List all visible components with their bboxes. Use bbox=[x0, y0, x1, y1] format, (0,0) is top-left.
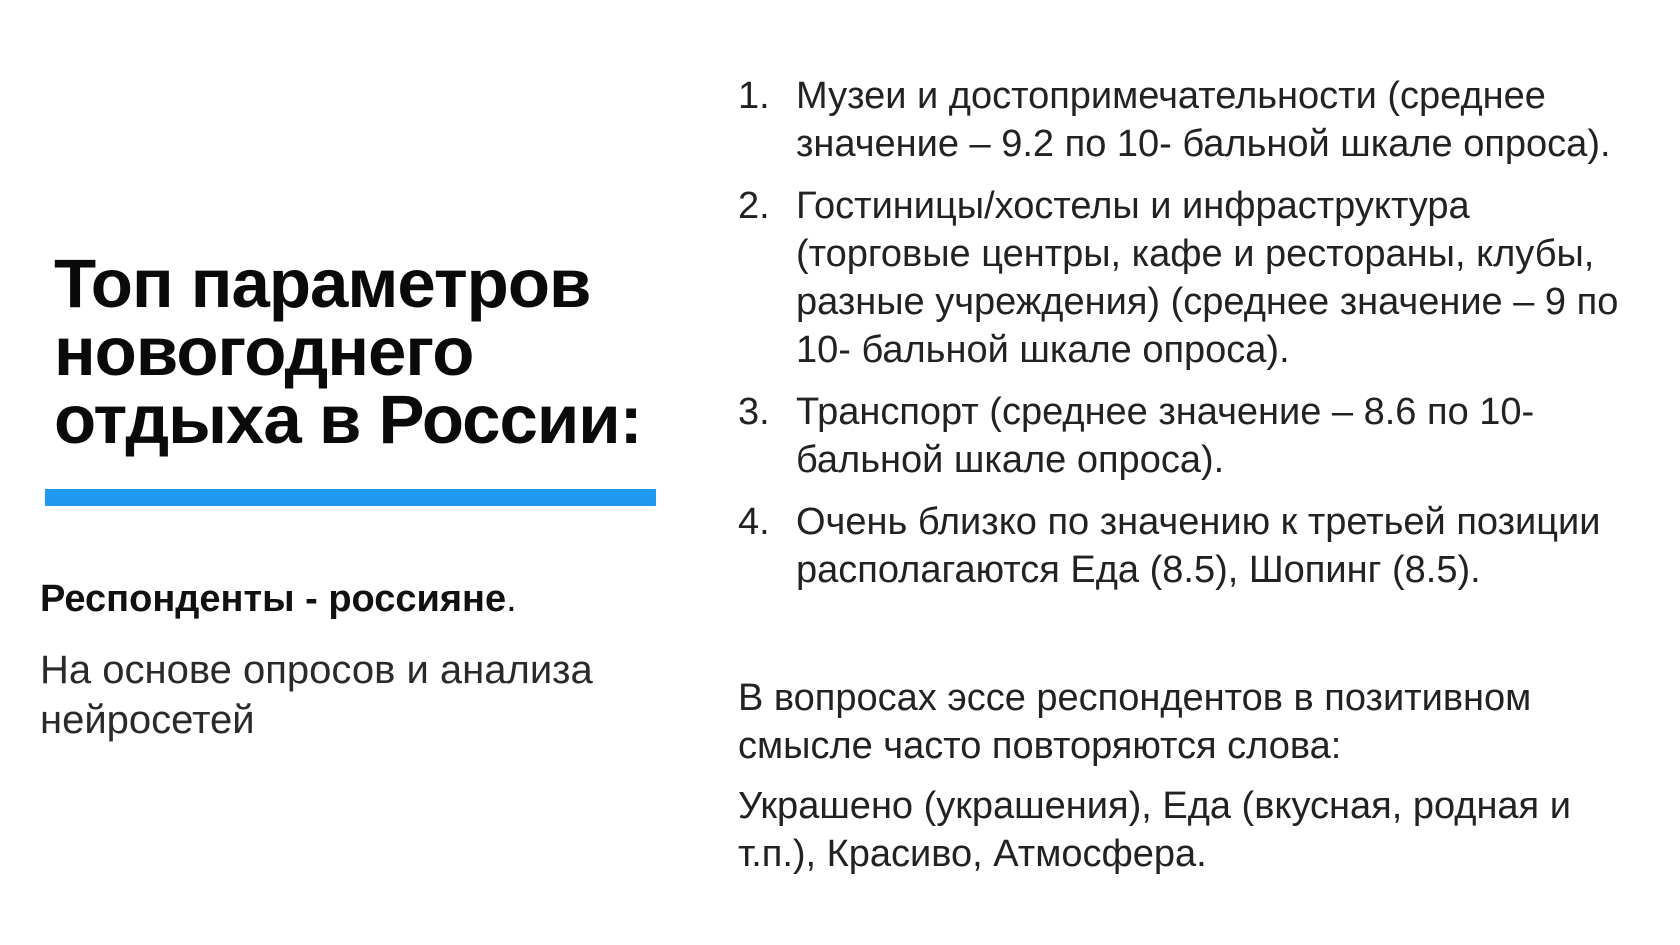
list-item-text: Очень близко по значению к третьей позиции располагаются Еда (8.5), Шопинг (8.5). bbox=[796, 501, 1601, 591]
list-item bbox=[738, 388, 1648, 484]
essay-section bbox=[738, 674, 1648, 890]
respondents-note bbox=[40, 575, 680, 623]
title-line: Топ параметров bbox=[54, 245, 591, 322]
respondents-label: Респонденты - россияне bbox=[40, 578, 507, 620]
list-item-text: Гостиницы/хостелы и инфраструктура (торговые центры, кафе и рестораны, клубы, разные учреждения) (среднее значение – 9 по 10- бальной шкале опроса). bbox=[796, 185, 1619, 371]
title-accent-bar bbox=[45, 489, 656, 506]
list-item bbox=[738, 498, 1648, 594]
right-column bbox=[738, 72, 1648, 608]
list-item bbox=[738, 182, 1648, 374]
respondents-period: . bbox=[506, 578, 517, 620]
essay-intro: В вопросах эссе респондентов в позитивном смысле часто повторяются слова: bbox=[738, 677, 1532, 767]
list-item-text: Музеи и достопримечательности (среднее значение – 9.2 по 10- бальной шкале опроса). bbox=[796, 75, 1611, 165]
slide-title bbox=[54, 245, 684, 458]
list-item-number: 2. bbox=[738, 185, 770, 227]
list-item-number: 4. bbox=[738, 501, 770, 543]
title-line: новогоднего bbox=[54, 313, 474, 390]
left-column bbox=[40, 0, 680, 945]
list-item-number: 3. bbox=[738, 391, 770, 433]
essay-words: Украшено (украшения), Еда (вкусная, родная и т.п.), Красиво, Атмосфера. bbox=[738, 785, 1571, 875]
list-item-number: 1. bbox=[738, 75, 770, 117]
basis-note: На основе опросов и анализа нейросетей bbox=[40, 648, 593, 742]
ranked-list bbox=[738, 72, 1648, 594]
list-item-text: Транспорт (среднее значение – 8.6 по 10- бальной шкале опроса). bbox=[796, 391, 1535, 481]
title-line: отдыха в России: bbox=[54, 381, 642, 458]
list-item bbox=[738, 72, 1648, 168]
